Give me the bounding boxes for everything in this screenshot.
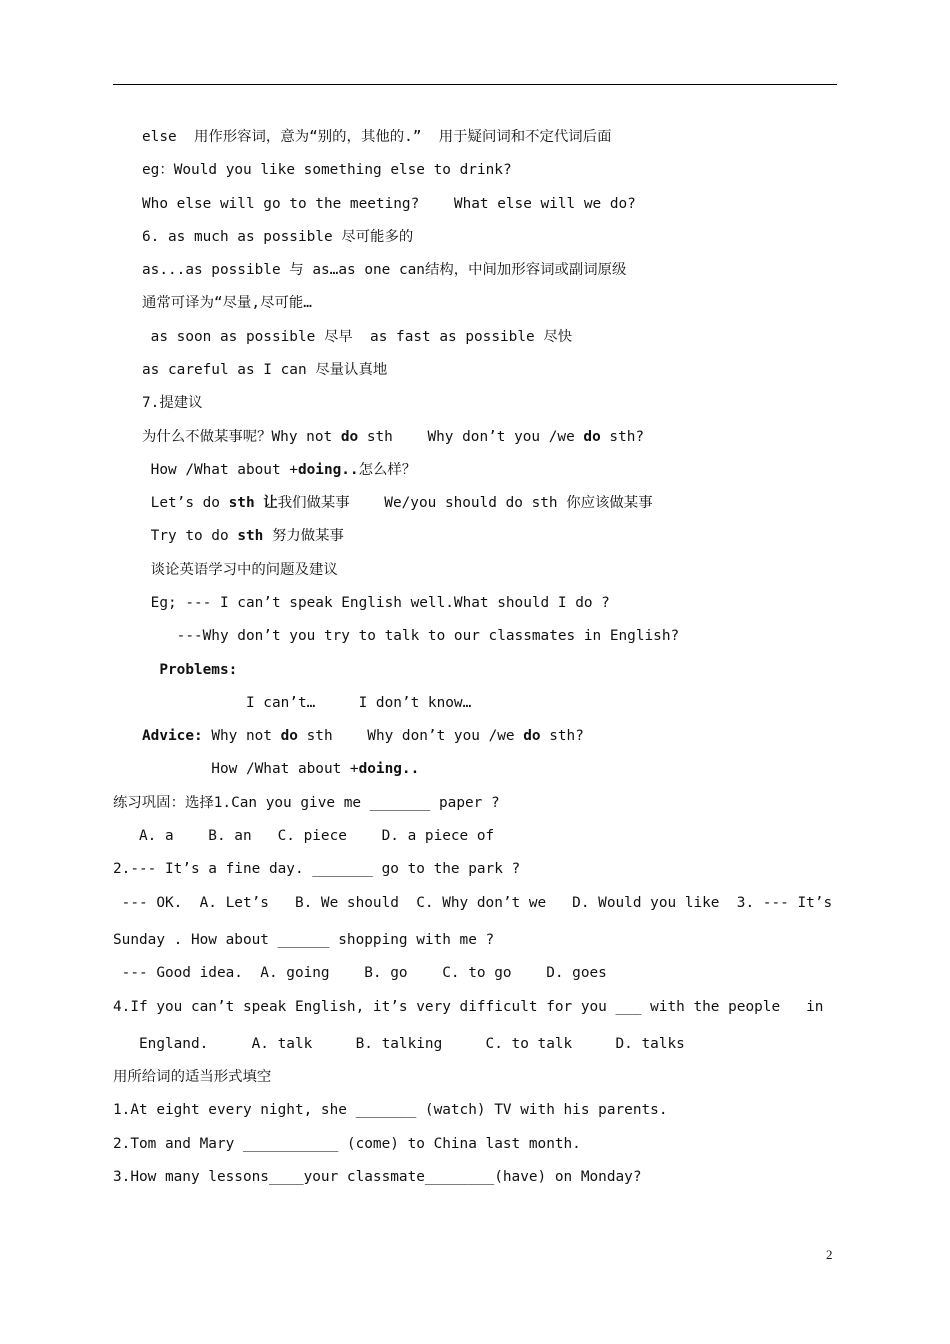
text-run: How /What about + [142, 761, 359, 777]
text-line [142, 261, 626, 279]
text-line [113, 998, 823, 1016]
text-line [113, 1101, 668, 1119]
text-line [142, 627, 679, 645]
text-run: sth Why don’t you /we [358, 429, 584, 445]
text-run: Sunday . How about ______ shopping with me ? [113, 932, 495, 948]
text-line [142, 561, 338, 579]
text-run: 1.At eight every night, she _______ (watch) TV with his parents. [113, 1102, 668, 1118]
text-line [113, 931, 494, 949]
text-line [113, 1168, 642, 1186]
text-line [142, 661, 237, 679]
text-run: 2.Tom and Mary ___________ (come) to China last month. [113, 1136, 581, 1152]
text-line [113, 827, 494, 845]
page-number: 2 [826, 1247, 833, 1262]
text-run: England. A. talk B. talking C. to talk D. talks [113, 1036, 685, 1052]
text-run: sth Why don’t you /we [297, 728, 524, 744]
text-run: do [583, 429, 601, 445]
text-line [113, 1068, 271, 1086]
text-run: Problems: [142, 662, 238, 678]
text-run: sth? [540, 728, 584, 744]
text-run: 我们做某事 We/you should do sth 你应该做某事 [277, 495, 653, 511]
text-line [113, 1135, 581, 1153]
text-run: 3.How many lessons____your classmate________(have) on Monday? [113, 1169, 642, 1185]
text-line [142, 694, 471, 712]
text-line [113, 964, 607, 982]
text-run: 2.--- It’s a fine day. _______ go to the park ? [113, 861, 521, 877]
text-run: Why not [202, 728, 281, 744]
text-run: Advice: [142, 728, 203, 744]
text-line [142, 461, 416, 479]
text-line [142, 361, 387, 379]
text-run: Eg; --- I can’t speak English well.What should I do ? [142, 595, 610, 611]
text-run: as...as possible 与 as…as one can结构，中间加形容词或副词原级 [142, 262, 627, 278]
text-line [113, 794, 500, 812]
text-run: I can’t… I don’t know… [142, 695, 472, 711]
text-line [142, 161, 512, 179]
text-line [142, 228, 413, 246]
text-line [142, 328, 572, 346]
text-run: 6. as much as possible 尽可能多的 [142, 229, 414, 245]
text-run: 练习巩固：选择1.Can you give me _______ paper ? [113, 795, 500, 811]
text-line [142, 195, 636, 213]
text-line [142, 128, 611, 146]
text-line [113, 860, 520, 878]
text-run: Let’s do [142, 495, 229, 511]
text-line [142, 294, 312, 312]
text-run: 用所给词的适当形式填空 [113, 1069, 272, 1085]
text-run: 努力做某事 [263, 528, 344, 544]
text-line [142, 428, 644, 446]
header-rule [113, 84, 837, 85]
text-run: --- Good idea. A. going B. go C. to go D. goes [113, 965, 607, 981]
text-line [142, 594, 610, 612]
text-run: else 用作形容词，意为“别的，其他的.” 用于疑问词和不定代词后面 [142, 129, 612, 145]
text-run: 怎么样？ [358, 462, 417, 478]
text-run: sth 让 [228, 495, 278, 511]
text-run: 7.提建议 [142, 395, 203, 411]
text-run: eg：Would you like something else to drink? [142, 162, 512, 178]
text-run: 4.If you can’t speak English, it’s very difficult for you ___ with the people in [113, 999, 824, 1015]
text-run: as careful as I can 尽量认真地 [142, 362, 388, 378]
text-run: Try to do [142, 528, 238, 544]
text-line [142, 394, 203, 412]
text-run: doing.. [358, 761, 420, 777]
text-line [113, 894, 832, 912]
text-run: Who else will go to the meeting? What else will we do? [142, 196, 636, 212]
text-run: How /What about + [142, 462, 298, 478]
text-run: do [523, 728, 541, 744]
text-run: sth? [600, 429, 645, 445]
text-run: do [340, 429, 359, 445]
text-line [142, 494, 653, 512]
text-run: 谈论英语学习中的问题及建议 [142, 562, 338, 578]
text-run: as soon as possible 尽早 as fast as possible 尽快 [142, 329, 573, 345]
text-run: doing.. [297, 462, 359, 478]
text-run: --- OK. A. Let’s B. We should C. Why don’t we D. Would you like 3. --- It’s [113, 895, 833, 911]
text-line [142, 727, 584, 745]
text-run: ---Why don’t you try to talk to our classmates in English? [142, 628, 680, 644]
text-run: A. a B. an C. piece D. a piece of [113, 828, 495, 844]
text-line [142, 527, 344, 545]
text-run: 为什么不做某事呢？Why not [142, 429, 341, 445]
text-run: do [280, 728, 298, 744]
text-run: 通常可译为“尽量,尽可能… [142, 295, 312, 311]
text-run: sth [237, 528, 264, 544]
text-line [113, 1035, 685, 1053]
text-line [142, 760, 419, 778]
